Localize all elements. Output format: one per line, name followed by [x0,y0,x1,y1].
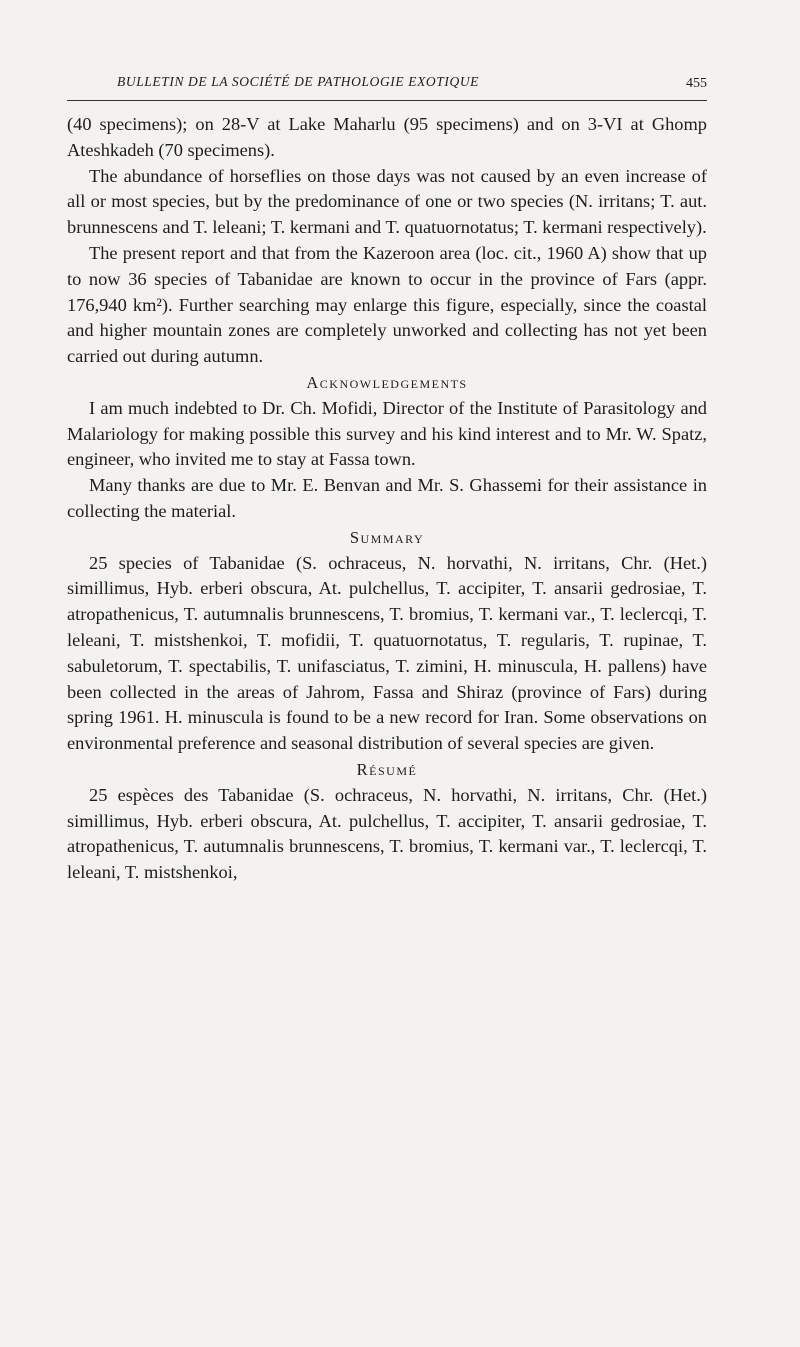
body-paragraph-1: (40 specimens); on 28-V at Lake Maharlu (95 specimens) and on 3-VI at Ghomp Ateshkadeh (70 specimens). [67,114,707,160]
running-head: BULLETIN DE LA SOCIÉTÉ DE PATHOLOGIE EXOTIQUE [117,74,480,89]
article-body [67,112,707,886]
page-header [67,70,707,101]
summary-paragraph: 25 species of Tabanidae (S. ochraceus, N. horvathi, N. irritans, Chr. (Het.) simillimus, Hyb. erberi obscura, At. pulchellus, T. accipiter, T. ansarii gedrosiae, T. atropathenicus, T. autumnalis brunnescens, T. bromius, T. kermani var., T. leclercqi, T. leleani, T. mistshenkoi, T. mofidii, T. quatuornotatus, T. regularis, T. rupinae, T. sabuletorum, T. spectabilis, T. unifasciatus, T. zimini, H. minuscula, H. pallens) have been collected in the areas of Jahrom, Fassa and Shiraz (province of Fars) during spring 1961. H. minuscula is found to be a new record for Iran. Some observations on environmental preference and seasonal distribution of several species are given. [67,552,707,754]
summary-heading: Summary [349,527,425,547]
page-number: 455 [686,76,707,91]
acknowledgements-paragraph-2: Many thanks are due to Mr. E. Benvan and Mr. S. Ghassemi for their assistance in collecting the material. [67,475,707,521]
resume-paragraph: 25 espèces des Tabanidae (S. ochraceus, N. horvathi, N. irritans, Chr. (Het.) simillimus, Hyb. erberi obscura, At. pulchellus, T. accipiter, T. ansarii gedrosiae, T. atropathenicus, T. autumnalis brunnescens, T. bromius, T. kermani var., T. leclercqi, T. leleani, T. mistshenkoi, [67,784,707,883]
acknowledgements-heading: Acknowledgements [306,372,468,392]
acknowledgements-paragraph-1: I am much indebted to Dr. Ch. Mofidi, Director of the Institute of Parasitology and Malariology for making possible this survey and his kind interest and to Mr. W. Spatz, engineer, who invited me to stay at Fassa town. [67,397,707,470]
body-paragraph-2: The abundance of horseflies on those days was not caused by an even increase of all or most species, but by the predominance of one or two species (N. irritans; T. aut. brunnescens and T. leleani; T. kermani and T. quatuornotatus; T. kermani respectively). [67,165,707,238]
resume-heading: Résumé [356,759,418,779]
body-paragraph-3: The present report and that from the Kazeroon area (loc. cit., 1960 A) show that up to now 36 species of Tabanidae are known to occur in the province of Fars (appr. 176,940 km²). Further searching may enlarge this figure, especially, since the coastal and higher mountain zones are completely unworked and collecting has not yet been carried out during autumn. [67,242,707,367]
